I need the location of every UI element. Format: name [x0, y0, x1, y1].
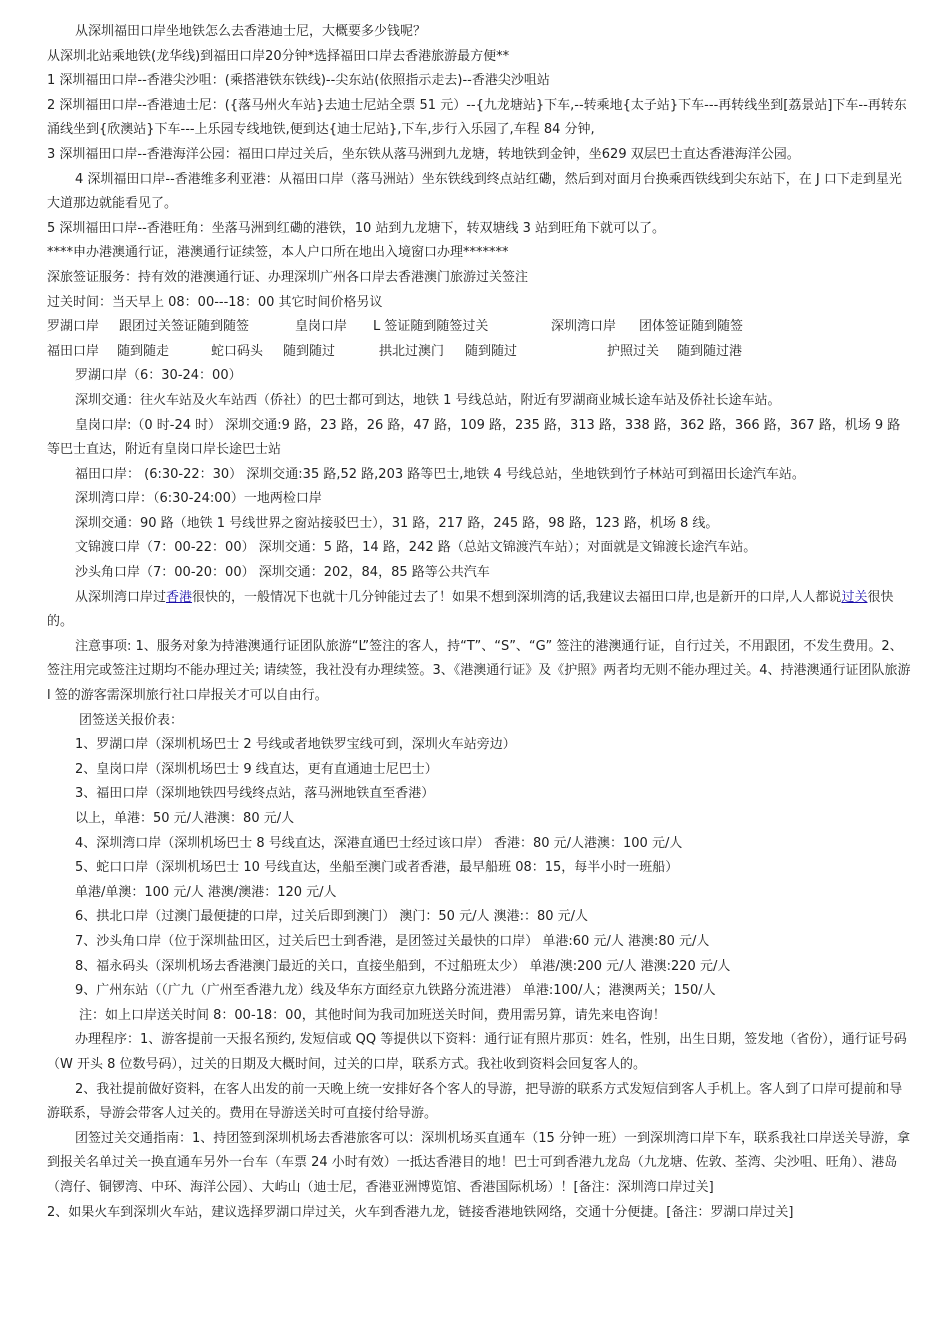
port-huanggang-transport: 皇岗口岸:（0 时-24 时） 深圳交通:9 路，23 路，26 路，47 路，109 路，235 路，313 路，338 路，362 路，366 路，367 路，机场 9 路等巴士直达，附近有皇岗口岸长途巴士站 — [47, 417, 901, 458]
price-item-5: 5、蛇口口岸（深圳机场巴士 10 号线直达，坐船至澳门或者香港，最早船班 08：15，每半小时一班船） — [75, 860, 679, 876]
price-item-1: 1、罗湖口岸（深圳机场巴士 2 号线或者地铁罗宝线可到，深圳火车站旁边） — [75, 737, 516, 753]
price-item-4: 4、深圳湾口岸（深圳机场巴士 8 号线直达，深港直通巴士经过该口岸） 香港：80 元/人港澳：100 元/人 — [75, 835, 683, 851]
price-item-9: 9、广州东站（（广九（广州至香港九龙）线及华东方面经京九铁路分流进港） 单港:100/人；港澳两关；150/人 — [75, 983, 716, 999]
price-summary-5: 单港/单澳：100 元/人 港澳/澳港：120 元/人 — [75, 884, 337, 900]
paragraph-shenzhen-bay-tip: 从深圳湾口岸过香港很快的，一般情况下也就十几分钟能过去了！如果不想到深圳湾的话,我建议去福田口岸,也是新开的口岸,人人都说过关很快的。 — [47, 589, 894, 630]
port-service: 随到随过 — [283, 343, 336, 359]
port-shenzhen-bay-transport: 深圳交通：90 路（地铁 1 号线世界之窗站接驳巴士），31 路，217 路，245 路，98 路，123 路，机场 8 线。 — [75, 515, 719, 531]
price-list-title: 团签送关报价表： — [79, 712, 184, 728]
paragraph-visa-service: 深旅签证服务：持有效的港澳通行证、办理深圳广州各口岸去香港澳门旅游过关签注 — [47, 269, 529, 285]
port-service: L 签证随到随签过关 — [373, 319, 489, 335]
port-name: 罗湖口岸 — [47, 319, 100, 335]
price-summary-1-3: 以上，单港：50 元/人港澳：80 元/人 — [75, 811, 295, 826]
port-service: 随到随走 — [117, 343, 170, 359]
procedure-step-1: 办理程序：1、游客提前一天报名预约, 发短信或 QQ 等提供以下资料：通行证有照片那页：姓名，性别，出生日期，签发地（省份），通行证号码（W 开头 8 位数号码），过关的日期及大概时间，过关的口岸，联系方式。我社收到资料会回复客人的。 — [47, 1032, 907, 1072]
price-item-7: 7、沙头角口岸（位于深圳盐田区，过关后巴士到香港，是团签过关最快的口岸） 单港:60 元/人 港澳:80 元/人 — [75, 933, 710, 949]
port-service: 团体签证随到随签 — [639, 319, 744, 335]
port-shenzhen-bay-hours: 深圳湾口岸：（6:30-24:00）一地两检口岸 — [75, 491, 322, 507]
paragraph-metro-intro: 从深圳北站乘地铁(龙华线)到福田口岸20分钟*选择福田口岸去香港旅游最方便** — [47, 48, 510, 64]
route-mong-kok: 5 深圳福田口岸--香港旺角：坐落马洲到红磡的港铁，10 站到九龙塘下，转双塘线 3 站到旺角下就可以了。 — [47, 220, 665, 236]
price-item-2: 2、皇岗口岸（深圳机场巴士 9 线直达，更有直通迪士尼巴士） — [75, 761, 438, 777]
port-service-row-2 — [47, 340, 911, 365]
port-service-row-1 — [47, 315, 911, 340]
port-name: 皇岗口岸 — [295, 319, 348, 335]
port-luohu-transport: 深圳交通：往火车站及火车站西（侨社）的巴士都可到达，地铁 1 号线总站，附近有罗湖商业城长途车站及侨社长途车站。 — [75, 392, 781, 408]
port-service: 随到随过港 — [677, 343, 743, 359]
paragraph-permit-notice: ****申办港澳通行证，港澳通行证续签，本人户口所在地出入境窗口办理******* — [47, 245, 509, 261]
price-item-3: 3、福田口岸（深圳地铁四号线终点站，落马洲地铁直至香港） — [75, 786, 435, 802]
transport-guide-1: 团签过关交通指南：1、持团签到深圳机场去香港旅客可以：深圳机场买直通车（15 分钟一班）一到深圳湾口岸下车，联系我社口岸送关导游，拿到报关名单过关一换直通车另外一台车（车票 24 小时有效）一抵达香港目的地！巴士可到香港九龙岛（九龙塘、佐敦、荃湾、尖沙咀、旺角）、港岛（湾仔、铜锣湾、中环、海洋公园）、大屿山（迪士尼，香港亚洲博览馆、香港国际机场）！[备注：深圳湾口岸过关] — [47, 1130, 910, 1195]
route-tsim-sha-tsui: 1 深圳福田口岸--香港尖沙咀：(乘搭港铁东铁线)--尖东站(依照指示走去)--香港尖沙咀站 — [47, 73, 550, 89]
port-shatoujiao: 沙头角口岸（7：00-20：00） 深圳交通：202，84，85 路等公共汽车 — [75, 565, 490, 581]
port-name: 福田口岸 — [47, 343, 100, 359]
procedure-step-2: 2、我社提前做好资料，在客人出发的前一天晚上统一安排好各个客人的导游，把导游的联系方式发短信到客人手机上。客人到了口岸可提前和导游联系，导游会带客人过关的。费用在导游送关时可直接付给导游。 — [47, 1081, 903, 1122]
port-name: 拱北过澳门 — [379, 343, 445, 359]
hong-kong-link[interactable]: 香港 — [166, 589, 193, 605]
price-item-8: 8、福永码头（深圳机场去香港澳门最近的关口，直接坐船到，不过船班太少） 单港/澳:200 元/人 港澳:220 元/人 — [75, 958, 731, 974]
port-name: 深圳湾口岸 — [551, 319, 617, 335]
route-victoria-harbour: 4 深圳福田口岸--香港维多利亚港：从福田口岸（落马洲站）坐东铁线到终点站红磡，然后到对面月台换乘西铁线到尖东站下，在 J 口下走到星光大道那边就能看见了。 — [47, 171, 902, 212]
route-disneyland: 2 深圳福田口岸--香港迪士尼：({落马州火车站}去迪士尼站全票 51 元）--{九龙塘站}下车,--转乘地{太子站}下车---再转线坐到[荔景站]下车--再转东涌线坐到{欣澳站}下车---上乐园专线地铁,便到达{迪士尼站},下车,步行入乐园了,车程 84 分钟, — [47, 97, 907, 138]
document-body — [47, 20, 911, 1225]
customs-link[interactable]: 过关 — [841, 589, 868, 605]
price-footnote: 注：如上口岸送关时间 8：00-18：00，其他时间为我司加班送关时间，费用需另算，请先来电咨询！ — [79, 1007, 666, 1023]
port-luohu-hours: 罗湖口岸（6：30-24：00） — [75, 368, 242, 384]
paragraph-crossing-hours: 过关时间：当天早上 08：00---18：00 其它时间价格另议 — [47, 294, 383, 310]
paragraph-notes: 注意事项: 1、服务对象为持港澳通行证团队旅游“L”签注的客人，持“T”、“S”、“G” 签注的港澳通行证，自行过关，不用跟团，不发生费用。2、签注用完或签注过期均不能办理过关; 请续签，我社没有办理续签。3、《港澳通行证》及《护照》两者均无则不能办理过关。4、持港澳通行证团队旅游 l 签的游客需深圳旅行社口岸报关才可以自由行。 — [47, 638, 911, 704]
port-name: 护照过关 — [607, 343, 660, 359]
transport-guide-2: 2、如果火车到深圳火车站，建议选择罗湖口岸过关，火车到香港九龙，链接香港地铁网络，交通十分便捷。[备注：罗湖口岸过关] — [47, 1204, 794, 1220]
port-wenjindu: 文锦渡口岸（7：00-22：00） 深圳交通：5 路，14 路，242 路（总站文锦渡汽车站）；对面就是文锦渡长途汽车站。 — [75, 540, 757, 556]
port-name: 蛇口码头 — [211, 343, 264, 359]
paragraph-question: 从深圳福田口岸坐地铁怎么去香港迪士尼，大概要多少钱呢？ — [75, 24, 427, 39]
port-futian-transport: 福田口岸： (6:30-22：30） 深圳交通:35 路,52 路,203 路等巴士,地铁 4 号线总站，坐地铁到竹子林站可到福田长途汽车站。 — [75, 466, 805, 482]
price-item-6: 6、拱北口岸（过澳门最便捷的口岸，过关后即到澳门） 澳门：50 元/人 澳港:：80 元/人 — [75, 909, 589, 925]
port-service: 随到随过 — [465, 343, 518, 359]
port-service: 跟团过关签证随到随签 — [119, 319, 250, 335]
route-ocean-park: 3 深圳福田口岸--香港海洋公园：福田口岸过关后，坐东铁从落马洲到九龙塘，转地铁到金钟，坐629 双层巴士直达香港海洋公园。 — [47, 146, 800, 162]
